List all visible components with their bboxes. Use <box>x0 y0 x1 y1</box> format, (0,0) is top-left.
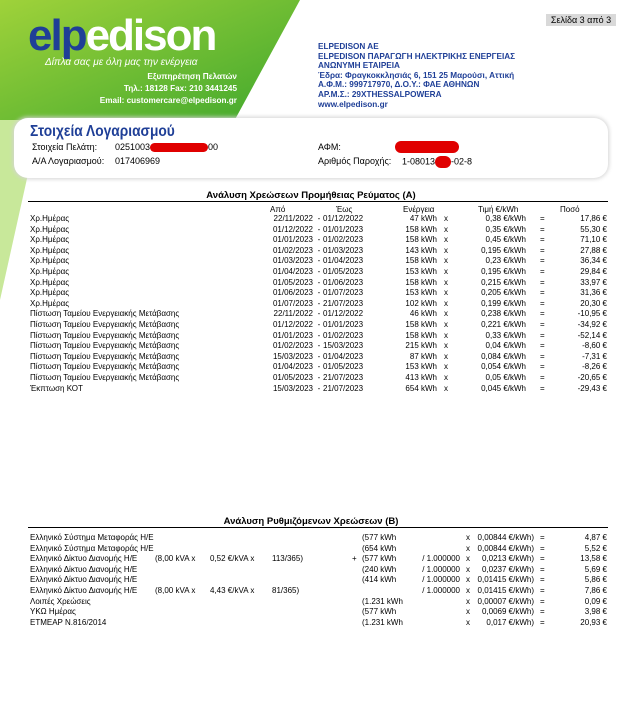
supply-value: 1-08013 -02-8 <box>402 156 473 167</box>
row-times: x <box>466 607 470 617</box>
account-label: Α/Α Λογαριασμού: <box>32 156 105 166</box>
section-a-divider <box>28 201 608 202</box>
row-from: 01/02/2023 <box>272 245 313 255</box>
row-from: 01/01/2023 <box>272 330 313 340</box>
row-equals: = <box>540 235 545 245</box>
row-equals: = <box>540 596 545 606</box>
row-dash: - <box>317 351 321 361</box>
row-price: 0,35 €/kWh <box>485 224 526 234</box>
row-equals: = <box>540 373 545 382</box>
row-times: x <box>444 245 448 255</box>
row-dash: - <box>317 320 321 329</box>
row-amount: -8,26 € <box>582 362 607 372</box>
row-amount: -7,31 € <box>582 351 607 361</box>
row-energy: 413 kWh <box>405 373 437 382</box>
row-times: x <box>444 351 448 361</box>
row-times: x <box>444 330 448 340</box>
customer-service-phones: Τηλ.: 18128 Fax: 210 3441245 <box>123 84 237 93</box>
row-amount: 71,10 € <box>580 235 607 245</box>
row-equals: = <box>540 288 545 298</box>
row-energy: 158 kWh <box>405 235 437 245</box>
row-price: 0,084 €/kWh <box>481 351 526 361</box>
row-description: Χρ.Ημέρας <box>30 235 70 245</box>
row-amount: -20,65 € <box>577 373 607 382</box>
row-times: x <box>444 309 448 319</box>
row-to: 01/04/2023 <box>323 351 364 361</box>
afm-label: ΑΦΜ: <box>318 142 341 152</box>
row-times: x <box>444 277 448 287</box>
row-dash: - <box>317 235 321 245</box>
row-amount: 20,93 € <box>580 617 607 627</box>
row-description: Πίστωση Ταμείου Ενεργειακής Μετάβασης <box>30 351 180 361</box>
customer-label: Στοιχεία Πελάτη: <box>32 142 98 152</box>
row-price: 0,00007 €/kWh) <box>477 596 534 606</box>
row-to: 21/07/2023 <box>323 373 364 382</box>
row-amount: 4,87 € <box>584 533 607 542</box>
row-dash: - <box>317 245 321 255</box>
row-price: 0,0069 €/kWh) <box>481 607 534 617</box>
row-energy: (577 kWh <box>362 533 397 542</box>
row-description: Χρ.Ημέρας <box>30 267 70 276</box>
row-description: Ελληνικό Δίκτυο Διανομής Η/Ε <box>30 564 138 574</box>
row-price: 0,215 €/kWh <box>481 277 526 287</box>
row-amount: 5,86 € <box>584 575 607 585</box>
row-equals: = <box>540 245 545 255</box>
row-divisor: / 1.000000 <box>422 575 460 585</box>
row-to: 01/01/2023 <box>323 320 364 329</box>
row-to: 01/05/2023 <box>323 267 364 276</box>
row-from: 01/05/2023 <box>272 277 313 287</box>
row-amount: 5,69 € <box>584 564 607 574</box>
slogan: Δίπλα σας με όλη μας την ενέργεια <box>45 57 198 68</box>
row-to: 01/07/2023 <box>323 288 364 298</box>
row-times: x <box>444 383 448 393</box>
row-dash: - <box>317 267 321 276</box>
elpedison-logo: elpedison <box>28 11 216 60</box>
row-to: 21/07/2023 <box>323 383 364 393</box>
afm-redaction <box>395 141 459 153</box>
row-from: 22/11/2022 <box>273 309 313 319</box>
row-price: 0,38 €/kWh <box>485 214 526 223</box>
row-equals: = <box>540 617 545 627</box>
row-description: ΕΤΜΕΑΡ Ν.816/2014 <box>30 617 107 627</box>
row-amount: 31,36 € <box>580 288 607 298</box>
account-value: 017406969 <box>115 156 161 166</box>
row-energy: 215 kWh <box>405 341 437 351</box>
row-amount: 13,58 € <box>580 554 607 564</box>
row-energy: (577 kWh <box>362 607 397 617</box>
row-plus: + <box>352 554 357 564</box>
row-amount: -10,95 € <box>577 309 607 319</box>
row-amount: -52,14 € <box>577 330 607 340</box>
row-equals: = <box>540 309 545 319</box>
row-to: 21/07/2023 <box>323 298 364 308</box>
row-equals: = <box>540 256 545 266</box>
row-to: 01/12/2022 <box>323 214 364 223</box>
row-to: 15/03/2023 <box>323 341 364 351</box>
row-price: 0,45 €/kWh <box>485 235 526 245</box>
row-amount: 7,86 € <box>584 586 607 595</box>
row-times: x <box>444 298 448 308</box>
row-amount: 36,34 € <box>580 256 607 266</box>
row-energy: 143 kWh <box>405 245 437 255</box>
row-energy: (240 kWh <box>362 564 397 574</box>
row-times: x <box>466 586 470 595</box>
row-energy: 87 kWh <box>409 351 437 361</box>
row-amount: 33,97 € <box>580 277 607 287</box>
row-energy: 153 kWh <box>405 362 437 372</box>
row-from: 01/12/2022 <box>272 224 313 234</box>
row-dash: - <box>317 224 321 234</box>
row-energy: 158 kWh <box>405 330 437 340</box>
row-times: x <box>466 554 470 564</box>
row-equals: = <box>540 330 545 340</box>
row-equals: = <box>540 533 545 542</box>
row-price: 0,00844 €/kWh) <box>477 543 534 553</box>
row-description: Πίστωση Ταμείου Ενεργειακής Μετάβασης <box>30 320 180 329</box>
row-times: x <box>444 320 448 329</box>
row-equals: = <box>540 214 545 223</box>
row-equals: = <box>540 554 545 564</box>
row-description: ΥΚΩ Ημέρας <box>30 607 76 617</box>
row-equals: = <box>540 351 545 361</box>
row-equals: = <box>540 298 545 308</box>
row-equals: = <box>540 320 545 329</box>
row-price: 0,05 €/kWh <box>485 373 526 382</box>
row-energy: 158 kWh <box>405 224 437 234</box>
row-energy: 153 kWh <box>405 288 437 298</box>
row-times: x <box>466 533 470 542</box>
row-times: x <box>466 543 470 553</box>
row-description: Πίστωση Ταμείου Ενεργειακής Μετάβασης <box>30 309 180 319</box>
row-description: Χρ.Ημέρας <box>30 224 70 234</box>
row-divisor: / 1.000000 <box>422 564 460 574</box>
row-energy: 158 kWh <box>405 320 437 329</box>
row-times: x <box>444 214 448 223</box>
row-price: 0,04 €/kWh <box>485 341 526 351</box>
row-description: Χρ.Ημέρας <box>30 214 70 223</box>
row-price: 0,00844 €/kWh) <box>477 533 534 542</box>
row-from: 01/06/2023 <box>272 288 313 298</box>
row-price: 0,01415 €/kWh) <box>477 575 534 585</box>
row-times: x <box>444 267 448 276</box>
row-price: 0,205 €/kWh <box>481 288 526 298</box>
row-equals: = <box>540 607 545 617</box>
row-times: x <box>444 373 448 382</box>
customer-value: 0251003 00 <box>115 142 219 152</box>
row-price: 0,33 €/kWh <box>485 330 526 340</box>
row-times: x <box>444 235 448 245</box>
row-times: x <box>444 341 448 351</box>
row-dash: - <box>317 373 321 382</box>
row-energy: (577 kWh <box>362 554 397 564</box>
row-from: 01/04/2023 <box>272 362 313 372</box>
row-price: 0,054 €/kWh <box>481 362 526 372</box>
row-energy: 158 kWh <box>405 277 437 287</box>
supply-label: Αριθμός Παροχής: <box>318 156 392 166</box>
row-amount: 27,88 € <box>580 245 607 255</box>
row-equals: = <box>540 224 545 234</box>
row-dash: - <box>317 309 321 319</box>
row-energy: 158 kWh <box>405 256 437 266</box>
row-times: x <box>444 288 448 298</box>
header-from: Από <box>270 205 286 214</box>
row-days: 113/365) <box>272 554 303 564</box>
section-b-title: Ανάλυση Ρυθμιζόμενων Χρεώσεων (Β) <box>223 516 399 527</box>
customer-service-email: Email: customercare@elpedison.gr <box>99 96 237 105</box>
row-price: 0,195 €/kWh <box>481 245 526 255</box>
row-dash: - <box>317 341 321 351</box>
row-equals: = <box>540 341 545 351</box>
row-description: Πίστωση Ταμείου Ενεργειακής Μετάβασης <box>30 373 180 382</box>
row-energy: 46 kWh <box>409 309 437 319</box>
row-amount: 20,30 € <box>580 298 607 308</box>
row-dash: - <box>317 362 321 372</box>
row-description: Χρ.Ημέρας <box>30 288 70 298</box>
row-dash: - <box>317 288 321 298</box>
row-description: Χρ.Ημέρας <box>30 277 70 287</box>
row-description: Πίστωση Ταμείου Ενεργειακής Μετάβασης <box>30 341 180 351</box>
row-to: 01/02/2023 <box>323 330 364 340</box>
row-days: 81/365) <box>272 586 300 595</box>
row-kva: (8,00 kVA x <box>155 586 196 595</box>
row-dash: - <box>317 214 321 223</box>
row-amount: 0,09 € <box>584 596 607 606</box>
row-description: Χρ.Ημέρας <box>30 298 70 308</box>
row-description: Πίστωση Ταμείου Ενεργειακής Μετάβασης <box>30 330 180 340</box>
header-energy: Ενέργεια <box>403 205 435 214</box>
row-description: Ελληνικό Δίκτυο Διανομής Η/Ε <box>30 554 138 564</box>
row-description: Πίστωση Ταμείου Ενεργειακής Μετάβασης <box>30 362 180 372</box>
row-amount: 17,86 € <box>580 214 607 223</box>
row-energy: (414 kWh <box>362 575 397 585</box>
row-to: 01/04/2023 <box>323 256 364 266</box>
row-from: 01/07/2023 <box>272 298 313 308</box>
row-dash: - <box>317 256 321 266</box>
row-equals: = <box>540 543 545 553</box>
row-times: x <box>466 596 470 606</box>
row-energy: (654 kWh <box>362 543 397 553</box>
row-from: 01/02/2023 <box>272 341 313 351</box>
row-times: x <box>444 224 448 234</box>
row-from: 01/03/2023 <box>272 256 313 266</box>
row-times: x <box>466 564 470 574</box>
row-description: Ελληνικό Δίκτυο Διανομής Η/Ε <box>30 575 138 585</box>
row-amount: -8,60 € <box>582 341 607 351</box>
account-title: Στοιχεία Λογαριασμού <box>30 123 175 140</box>
row-amount: 5,52 € <box>584 543 607 553</box>
row-kva: (8,00 kVA x <box>155 554 196 564</box>
header-to: Έως <box>336 205 353 214</box>
row-description: Χρ.Ημέρας <box>30 256 70 266</box>
row-price: 0,221 €/kWh <box>481 320 526 329</box>
row-divisor: / 1.000000 <box>422 586 460 595</box>
row-energy: 47 kWh <box>409 214 437 223</box>
header-price: Τιμή €/kWh <box>478 205 519 214</box>
company-info: ELPEDISON AE ELPEDISON ΠΑΡΑΓΩΓΗ ΗΛΕΚΤΡΙΚΗΣ ΕΝΕΡΓΕΙΑΣ ΑΝΩΝΥΜΗ ΕΤΑΙΡΕΙΑ Έδρα: Φραγκοκκλησιάς 6, 151 25 Μαρούσι, Αττική Α.Φ.Μ.: 999717970, Δ.Ο.Υ.: ΦΑΕ ΑΘΗΝΩΝ ΑΡ.Μ.Σ.: 29XTHESSALPOWERA www.elpedison.gr <box>318 42 516 109</box>
row-price: 0,01415 €/kWh) <box>477 586 534 595</box>
row-price: 0,23 €/kWh <box>485 256 526 266</box>
row-price: 0,238 €/kWh <box>481 309 526 319</box>
row-from: 22/11/2022 <box>273 214 313 223</box>
row-price: 0,199 €/kWh <box>481 298 526 308</box>
row-price: 0,045 €/kWh <box>481 383 526 393</box>
row-amount: -34,92 € <box>577 320 607 329</box>
row-times: x <box>466 617 470 627</box>
row-dash: - <box>317 383 321 393</box>
row-equals: = <box>540 362 545 372</box>
row-from: 01/04/2023 <box>272 267 313 276</box>
row-equals: = <box>540 267 545 276</box>
row-energy: (1.231 kWh <box>362 617 403 627</box>
row-from: 01/01/2023 <box>272 235 313 245</box>
row-description: Ελληνικό Σύστημα Μεταφοράς Η/Ε <box>30 543 154 553</box>
row-to: 01/12/2022 <box>323 309 364 319</box>
row-to: 01/05/2023 <box>323 362 364 372</box>
section-a-title: Ανάλυση Χρεώσεων Προμήθειας Ρεύματος (Α) <box>206 190 416 201</box>
row-to: 01/03/2023 <box>323 245 364 255</box>
row-dash: - <box>317 298 321 308</box>
row-from: 01/05/2023 <box>272 373 313 382</box>
row-energy: 153 kWh <box>405 267 437 276</box>
row-amount: -29,43 € <box>577 383 607 393</box>
row-kva-price: 0,52 €/kVA x <box>210 554 255 564</box>
row-to: 01/01/2023 <box>323 224 364 234</box>
row-to: 01/06/2023 <box>323 277 364 287</box>
row-dash: - <box>317 330 321 340</box>
page-number: Σελίδα 3 από 3 <box>546 14 616 26</box>
row-price: 0,0213 €/kWh) <box>481 554 534 564</box>
row-equals: = <box>540 564 545 574</box>
row-equals: = <box>540 575 545 585</box>
row-amount: 55,30 € <box>580 224 607 234</box>
row-equals: = <box>540 586 545 595</box>
row-description: Χρ.Ημέρας <box>30 245 70 255</box>
row-energy: 654 kWh <box>405 383 437 393</box>
row-amount: 3,98 € <box>584 607 607 617</box>
row-times: x <box>444 256 448 266</box>
section-b-divider <box>28 527 608 528</box>
customer-service-title: Εξυπηρέτηση Πελατών <box>147 72 237 81</box>
row-price: 0,195 €/kWh <box>481 267 526 276</box>
row-description: Λοιπές Χρεώσεις <box>30 596 91 606</box>
row-equals: = <box>540 277 545 287</box>
row-description: Ελληνικό Σύστημα Μεταφοράς Η/Ε <box>30 533 154 542</box>
row-dash: - <box>317 277 321 287</box>
row-price: 0,017 €/kWh) <box>486 617 534 627</box>
row-from: 15/03/2023 <box>272 351 313 361</box>
row-energy: (1.231 kWh <box>362 596 403 606</box>
row-energy: 102 kWh <box>405 298 437 308</box>
row-from: 01/12/2022 <box>272 320 313 329</box>
row-equals: = <box>540 383 545 393</box>
row-price: 0,0237 €/kWh) <box>481 564 534 574</box>
row-times: x <box>466 575 470 585</box>
row-description: Ελληνικό Δίκτυο Διανομής Η/Ε <box>30 586 138 595</box>
row-description: Έκπτωση ΚΟΤ <box>30 383 83 393</box>
header-amount: Ποσό <box>560 205 580 214</box>
row-kva-price: 4,43 €/kVA x <box>210 586 255 595</box>
row-from: 15/03/2023 <box>272 383 313 393</box>
row-divisor: / 1.000000 <box>422 554 460 564</box>
row-times: x <box>444 362 448 372</box>
row-to: 01/02/2023 <box>323 235 364 245</box>
row-amount: 29,84 € <box>580 267 607 276</box>
